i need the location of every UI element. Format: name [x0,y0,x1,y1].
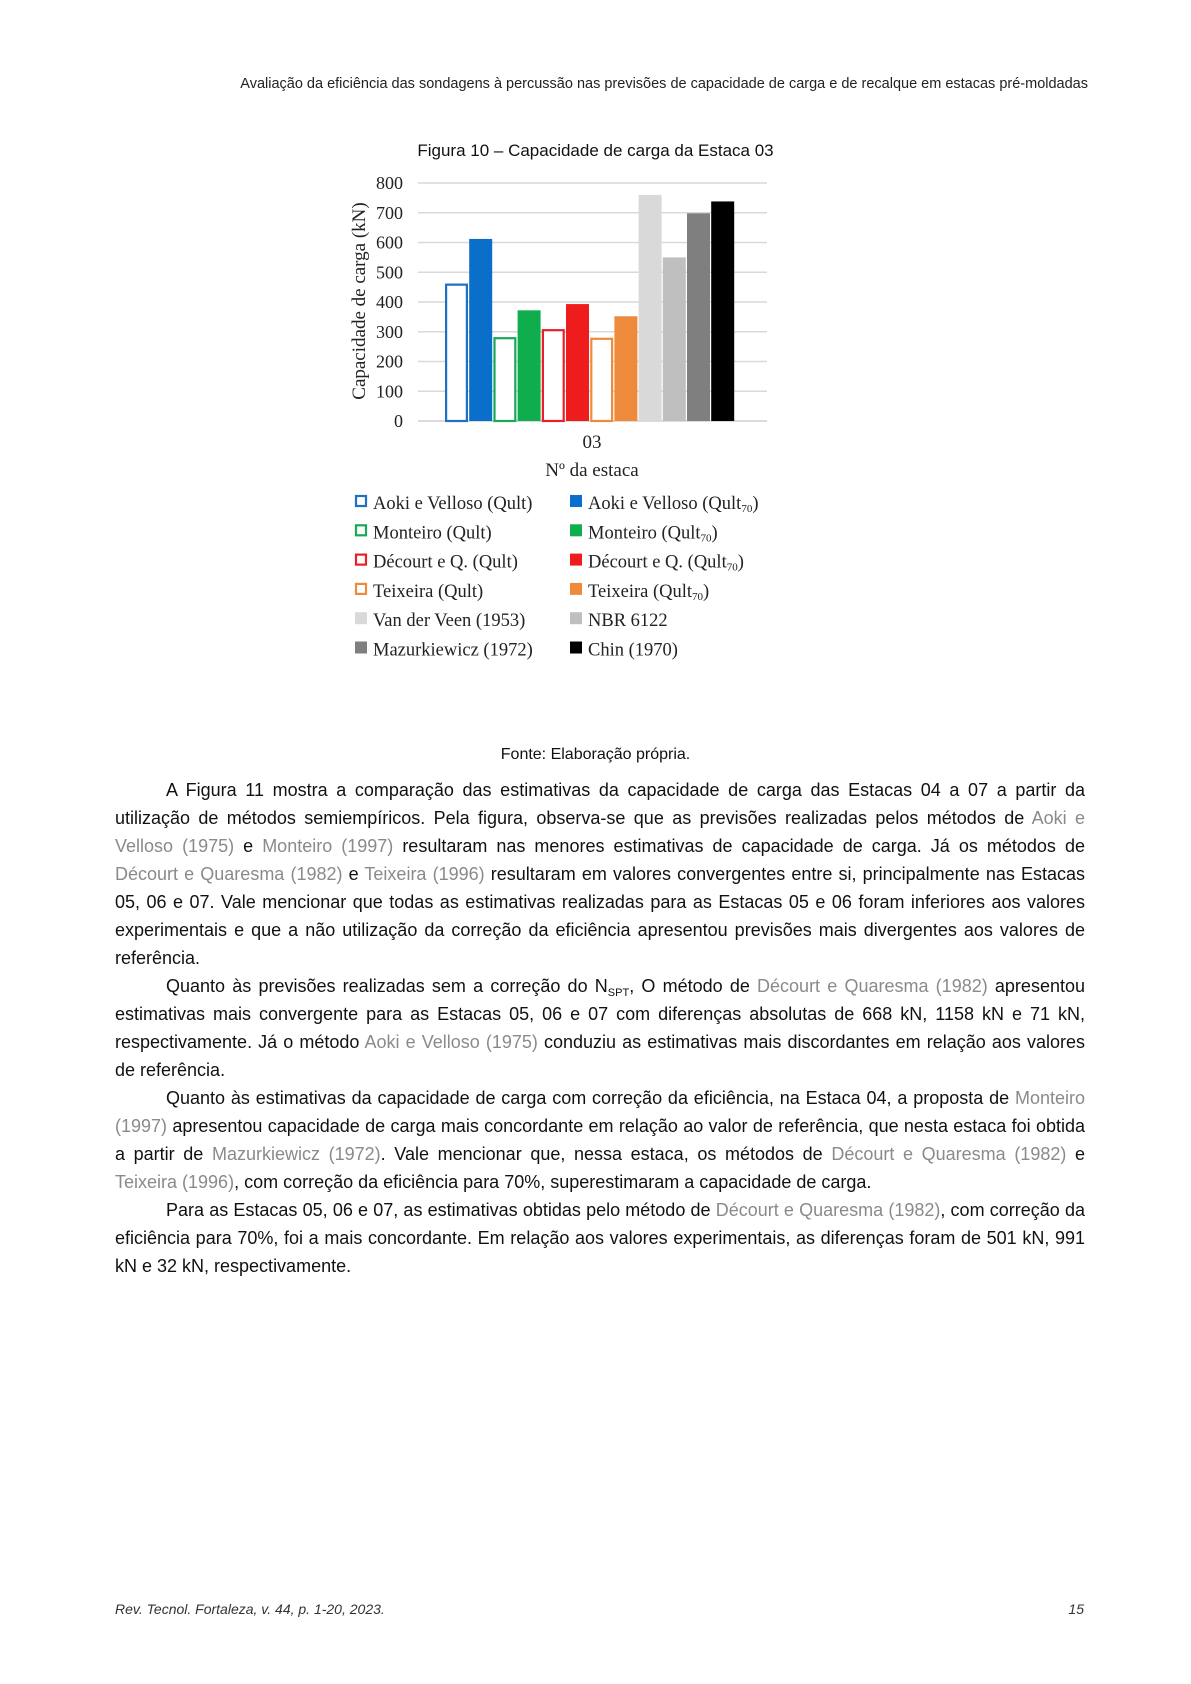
paragraph-text: conduziu as estimativas mais discordantes em relação aos valores de referência. [115,1032,1085,1080]
y-tick-label: 0 [394,411,403,431]
y-tick-label: 800 [376,173,403,193]
legend-swatch [356,496,366,506]
legend-label-subscript: 70 [692,590,704,603]
citation-reference: Monteiro (1997) [115,1088,1085,1136]
legend-label: Décourt e Q. (Qult70) [588,552,744,574]
legend-label-text: Van der Veen (1953) [373,611,526,632]
bar [543,330,564,421]
y-tick-label: 600 [376,232,403,253]
citation-reference: Décourt e Quaresma (1982) [115,864,343,884]
body-paragraph [115,1196,1085,1280]
citation-reference: Décourt e Quaresma (1982) [831,1144,1067,1164]
subscript-text: SPT [607,987,630,999]
x-category-label: 03 [582,432,602,453]
chart-svg [349,173,835,738]
legend-swatch [570,524,582,536]
legend-swatch [355,642,367,654]
legend-swatch [570,612,582,624]
y-axis-title: Capacidade de carga (kN) [349,202,370,400]
legend-label [588,641,678,661]
page-number: 15 [1068,1601,1084,1617]
legend-label-text: Aoki e Velloso (Qult) [373,494,533,514]
legend-swatch [570,554,582,566]
paragraph-text: . Vale mencionar que, nessa estaca, os métodos de [380,1144,832,1164]
bar [566,304,589,421]
legend-label-subscript: 70 [726,561,738,574]
legend-label [373,523,492,543]
legend-swatch [356,555,366,565]
legend-label: Teixeira (Qult70) [588,581,710,603]
citation-reference: Mazurkiewicz (1972) [211,1144,381,1164]
legend-label-text: Teixeira (Qult [588,581,693,602]
citation-reference: Décourt e Quaresma (1982) [715,1200,941,1220]
paragraph-text: , com correção da eficiência para 70%, foi a mais concordante. Em relação aos valores experimentais, as diferenças foram de 501 kN, 991 kN e 32 kN, respectivamente. [115,1200,1085,1276]
body-paragraph [115,972,1085,1084]
bar [469,239,492,421]
paragraph-text: e [234,836,263,856]
citation-reference: Monteiro (1997) [262,836,394,856]
legend-swatch [570,642,582,654]
citation-reference: Teixeira (1996) [364,864,485,884]
legend-label: Aoki e Velloso (Qult70) [588,494,759,515]
paragraph-text: A Figura 11 mostra a comparação das estimativas da capacidade de carga das Estacas 04 a 07 a partir da utilização de métodos semiempíricos. Pela figura, observa-se que as previsões realizadas pelos métodos de [115,780,1085,828]
footer-citation: Rev. Tecnol. Fortaleza, v. 44, p. 1-20, 2023. [115,1601,385,1617]
citation-reference: Aoki e Velloso (1975) [115,808,1085,856]
legend-label [373,611,525,631]
legend-swatch [356,525,366,535]
y-tick-label: 300 [376,321,403,342]
legend-label-text: Décourt e Q. (Qult [588,552,727,573]
legend-swatch [356,584,366,594]
x-axis-title: Nº da estaca [545,460,639,481]
legend-label-text: Mazurkiewicz (1972) [373,640,533,661]
legend-swatch [355,612,367,624]
legend-label-text: NBR 6122 [588,611,668,632]
paragraph-text: Quanto às previsões realizadas sem a correção do N [166,976,608,996]
body-paragraph [115,1084,1085,1196]
paragraph-text: Para as Estacas 05, 06 e 07, as estimativas obtidas pelo método de [166,1200,716,1220]
legend-label [373,582,483,602]
paragraph-text: resultaram em valores convergentes entre si, principalmente nas Estacas 05, 06 e 07. Vale mencionar que todas as estimativas realizadas para as Estacas 05 e 06 foram inferiores aos valores experimentais e que a não utilização da correção da eficiência apresentou previsões mais divergentes aos valores de referência. [115,864,1085,968]
paragraph-text: resultaram nas menores estimativas de capacidade de carga. Já os métodos de [393,836,1085,856]
y-tick-label: 100 [376,381,403,402]
legend-label [373,641,533,661]
paragraph-text: e [1066,1144,1086,1164]
paragraph-text: apresentou estimativas mais convergente para as Estacas 05, 06 e 07 com diferenças absolutas de 668 kN, 1158 kN e 71 kN, respectivamente. Já o método [115,976,1085,1052]
bar [446,285,467,421]
citation-reference: Teixeira (1996) [115,1172,235,1192]
legend-label-text: Chin (1970) [588,640,678,661]
paragraph-text: apresentou capacidade de carga mais concordante em relação ao valor de referência, que nesta estaca foi obtida a partir de [115,1116,1085,1164]
legend-label [373,553,518,573]
legend-label-text: Décourt e Q. (Qult) [373,552,518,573]
running-header: Avaliação da eficiência das sondagens à percussão nas previsões de capacidade de carga e de recalque em estacas pré-moldadas [240,76,1088,92]
bar-chart [349,173,835,738]
legend-swatch [570,583,582,595]
y-tick-label: 200 [376,351,403,372]
legend-label-text: Teixeira (Qult) [373,581,484,602]
body-paragraph [115,776,1085,972]
bar [639,195,662,421]
bar [687,213,710,421]
bar [518,310,541,421]
bar [663,257,686,421]
bar [591,339,612,421]
citation-reference: Décourt e Quaresma (1982) [757,976,988,996]
bar [614,316,637,421]
paragraph-text: Quanto às estimativas da capacidade de carga com correção da eficiência, na Estaca 04, a proposta de [166,1088,1015,1108]
legend [355,494,758,661]
legend-label [588,611,668,631]
bar [711,201,734,421]
legend-label-text: Aoki e Velloso (Qult [588,494,742,514]
legend-label-subscript: 70 [741,503,753,515]
legend-label: Monteiro (Qult70) [588,523,718,545]
citation-reference: Aoki e Velloso (1975) [364,1032,538,1052]
y-tick-label: 400 [376,292,403,312]
figure-source: Fonte: Elaboração própria. [500,746,691,763]
figure-caption: Figura 10 – Capacidade de carga da Estaca 03 [417,141,774,160]
y-tick-label: 500 [376,262,403,283]
paragraph-text: , com correção da eficiência para 70%, superestimaram a capacidade de carga. [234,1172,872,1192]
bar [495,338,516,421]
legend-label-subscript: 70 [700,532,712,545]
paragraph-text: , O método de [629,976,758,996]
body-text [115,776,1085,1280]
y-tick-label: 700 [376,202,403,223]
legend-label [373,494,532,514]
legend-swatch [570,495,582,507]
legend-label-text: Monteiro (Qult [588,523,701,544]
paragraph-text: e [342,864,365,884]
legend-label-text: Monteiro (Qult) [373,523,492,544]
